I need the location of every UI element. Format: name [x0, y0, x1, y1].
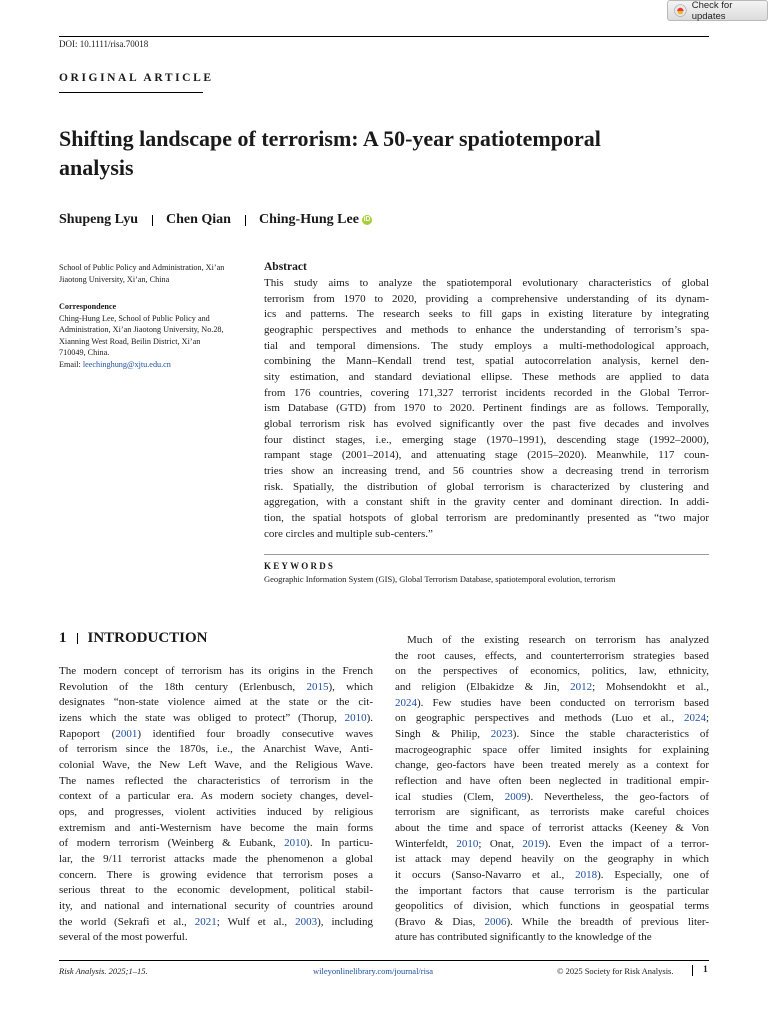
body-text: and religion (Elbakidze & Jin,: [395, 680, 571, 693]
body-text: ). Since the stable characteristics of: [512, 727, 709, 740]
header-rule: [59, 36, 709, 37]
body-text: several of the most powerful.: [59, 931, 188, 944]
body-text: ), including: [317, 915, 373, 928]
email-label: Email:: [59, 359, 83, 369]
body-line: [395, 805, 709, 821]
body-text: ity, and national and international security of countries around: [59, 899, 373, 912]
body-line: [59, 664, 373, 680]
body-text: ). Few studies have been conducted on terrorism based: [417, 696, 709, 709]
body-text: it occurs (Sanso-Navarro et al.,: [395, 868, 576, 881]
body-text: ;: [705, 712, 709, 725]
abstract-line: ics and patterns. The research seeks to fill gaps in existing literature by integrating: [264, 308, 709, 321]
affiliation: [59, 262, 249, 285]
body-text: ) identified four broadly consecutive waves: [137, 727, 373, 740]
abstract-line: combining the Mann–Kendall trend test, spatial autocorrelation analysis, kernel den-: [264, 355, 709, 368]
body-text: geopolitics of division, which functions in geospatial terms: [395, 900, 709, 913]
citation-link[interactable]: 2001: [115, 727, 138, 740]
section-separator: [77, 633, 78, 644]
author-name[interactable]: Ching-Hung Lee: [258, 212, 359, 227]
body-text: Much of the existing research on terrorism has analyzed: [407, 634, 709, 646]
body-text: ). Nevertheless, the geo-factors of: [526, 790, 709, 803]
abstract-line: global terrorism risk has evolved significantly over the past five decades and involves: [264, 417, 709, 430]
correspondence-line: Administration, Xi’an Jiaotong University, No.28,: [59, 325, 224, 335]
body-line: [395, 930, 709, 946]
body-line: [59, 727, 373, 743]
body-line: [395, 899, 709, 915]
body-text: (Bravo & Dias,: [395, 915, 485, 928]
body-text: Revolution of the 18th century (Erlenbusch,: [59, 680, 307, 693]
body-text: ist attack may depend heavily on the geography in which: [395, 853, 709, 866]
body-line: [59, 695, 373, 711]
body-line: [59, 711, 373, 727]
author-separator: [245, 215, 246, 226]
body-text: serious threat to the economic development, political stabil-: [59, 884, 373, 897]
body-text: ). Especially, one of: [597, 868, 710, 881]
orcid-icon[interactable]: iD: [363, 216, 371, 223]
body-column-left: [59, 664, 373, 946]
article-type-rule: [59, 92, 203, 93]
body-line: [395, 915, 709, 931]
citation-link[interactable]: 2019: [522, 837, 545, 850]
body-text: context of a particular era. As modern society changes, devel-: [59, 790, 373, 803]
body-text: lar, the 9/11 terrorist attacks made the phenomenon a global: [59, 852, 373, 865]
abstract-line: tion, the spatial hotspots of global terrorism are predominantly presented as “two major: [264, 511, 709, 524]
body-line: [395, 727, 709, 743]
abstract-line: aggregation, with a constant shift in the gravity center and dominant direction. In addi-: [264, 496, 709, 509]
correspondence-line: Ching-Hung Lee, School of Public Policy and: [59, 313, 210, 323]
body-line: [59, 883, 373, 899]
body-line: [395, 837, 709, 853]
citation-link[interactable]: 2024: [395, 696, 417, 709]
body-line: [59, 899, 373, 915]
crossmark-icon: [674, 4, 687, 17]
body-text: of modern terrorism (Weinberg & Eubank,: [59, 837, 285, 850]
citation-link[interactable]: 2006: [484, 915, 507, 928]
abstract-line: rampant stage (2001–2014), and attenuating stage (2015–2020). Meanwhile, 117 coun-: [264, 449, 709, 462]
body-text: ). While the breadth of previous liter-: [506, 915, 709, 928]
article-type: ORIGINAL ARTICLE: [59, 72, 214, 84]
body-text: on geographic perspectives and methods (Luo et al.,: [395, 712, 684, 725]
body-text: on the perspectives of economics, politics, law, ethnicity,: [395, 665, 709, 678]
body-text: ), which: [328, 680, 374, 693]
body-text: ). In particu-: [306, 837, 374, 850]
correspondence-email-row: [59, 359, 249, 371]
citation-link[interactable]: 2009: [504, 790, 527, 803]
keywords-list: Geographic Information System (GIS), Global Terrorism Database, spatiotemporal evolution, terrorism: [264, 574, 616, 584]
footer-rule: [59, 960, 709, 961]
body-text: the world (Sekrafi et al.,: [59, 915, 195, 928]
citation-link[interactable]: 2003: [295, 915, 318, 928]
body-line: [395, 790, 709, 806]
body-line: [395, 743, 709, 759]
body-text: of terrorism since the 1870s, i.e., the Anarchist Wave, Anti-: [59, 743, 373, 756]
body-line: [59, 852, 373, 868]
body-text: concern. There is growing evidence that terrorism poses a: [59, 868, 373, 881]
body-line: [395, 664, 709, 680]
correspondence-heading: Correspondence: [59, 302, 117, 311]
body-line: [395, 884, 709, 900]
body-text: ; Wulf et al.,: [216, 915, 296, 928]
body-text: ops, and progresses, violent activities induced by religious: [59, 805, 373, 818]
abstract-line: risk. Spatially, the distribution of global terrorism is characterized by clustering and: [264, 480, 709, 493]
body-text: ature has contributed significantly to the knowledge of the: [395, 931, 652, 944]
citation-link[interactable]: 2015: [306, 680, 329, 693]
abstract-body: [264, 276, 709, 542]
body-line: [395, 711, 709, 727]
citation-link[interactable]: 2024: [683, 712, 706, 725]
affiliation-line: School of Public Policy and Administration, Xi’an: [59, 263, 225, 272]
abstract-heading: Abstract: [264, 261, 307, 273]
abstract-line: terrorism from 1970 to 2020, providing a comprehensive understanding of its dynam-: [264, 292, 709, 305]
body-text: ; Mohsendokht et al.,: [592, 680, 709, 693]
article-title: [59, 124, 699, 182]
footer-url[interactable]: wileyonlinelibrary.com/journal/risa: [313, 966, 434, 976]
body-line: [395, 633, 709, 649]
body-text: The modern concept of terrorism has its origins in the French: [59, 665, 373, 677]
footer-copyright: © 2025 Society for Risk Analysis.: [557, 966, 674, 976]
body-line: [59, 868, 373, 884]
body-text: reflection and have often been neglected in traditional empir-: [395, 774, 709, 787]
citation-link[interactable]: 2010: [284, 837, 307, 850]
body-line: [395, 649, 709, 665]
footer-separator: [692, 965, 693, 976]
body-line: [59, 774, 373, 790]
body-text: designates “non-state violence aimed at the state or the cit-: [59, 696, 373, 709]
body-text: the important factors that cause terrorism is the particular: [395, 884, 709, 897]
body-text: Singh & Philip,: [395, 727, 491, 740]
body-line: [59, 758, 373, 774]
body-text: about the time and space of terrorist attacks (Keeney & Von: [395, 821, 709, 834]
body-line: [59, 742, 373, 758]
body-line: [395, 821, 709, 837]
abstract-line: from 176 countries, covering 171,327 terrorist incidents recorded in the Global Terror-: [264, 386, 709, 399]
author-list: [59, 212, 372, 228]
citation-link[interactable]: 2010: [344, 711, 367, 724]
email-link[interactable]: leechinghung@xjtu.edu.cn: [82, 359, 171, 369]
abstract-line: sity estimation, and standard deviational ellipse. These methods are applied to data: [264, 370, 709, 383]
body-text: extremism and anti-Westernism have become the main forms: [59, 821, 373, 834]
body-text: ; Onat,: [478, 837, 523, 850]
body-text: change, geo-factors have been treated merely as a context for: [395, 759, 709, 772]
body-line: [395, 680, 709, 696]
body-text: ). Even the impact of a terror-: [544, 837, 709, 850]
body-text: colonial Wave, the New Left Wave, and the Religious Wave.: [59, 758, 373, 771]
abstract-line: tries show an increasing trend, and 56 countries show a decreasing trend in terrorism: [264, 464, 709, 477]
body-line: [59, 930, 373, 946]
title-line-2: analysis: [59, 155, 134, 180]
page-number: 1: [703, 965, 708, 975]
citation-link[interactable]: 2010: [456, 837, 479, 850]
abstract-line: tial and temporal dimensions. The study employs a multi-methodological approach,: [264, 339, 709, 352]
body-line: [395, 852, 709, 868]
affiliation-line: Jiaotong University, Xi’an, China: [59, 274, 170, 284]
body-line: [59, 836, 373, 852]
body-line: [395, 868, 709, 884]
body-text: terrorism are significant, as terrorists make careful choices: [395, 806, 709, 819]
abstract-line: core circles and multiple sub-centers.”: [264, 527, 433, 540]
citation-link[interactable]: 2023: [490, 727, 513, 740]
body-text: izens which the state was obliged to protect” (Thorup,: [59, 711, 345, 724]
correspondence: [59, 301, 249, 371]
author-name[interactable]: Shupeng Lyu: [59, 212, 138, 227]
body-line: [59, 680, 373, 696]
section-heading: [59, 630, 208, 647]
section-title: INTRODUCTION: [87, 630, 208, 646]
body-line: [395, 696, 709, 712]
body-column-right: [395, 633, 709, 946]
body-line: [395, 774, 709, 790]
body-line: [395, 758, 709, 774]
abstract-line: This study aims to analyze the spatiotemporal evolutionary characteristics of global: [264, 277, 709, 289]
body-text: The names reflected the characteristics of terrorism in the: [59, 774, 373, 787]
abstract-line: ism Database (GTD) from 1970 to 2020. Pertinent findings are as follows. Temporally,: [264, 402, 709, 415]
body-text: ical studies (Clem,: [395, 790, 505, 803]
check-for-updates-label: Check for updates: [691, 0, 733, 22]
body-line: [59, 915, 373, 931]
check-for-updates-button[interactable]: [667, 0, 768, 21]
section-number: 1: [59, 630, 67, 646]
body-text: Rapoport (: [59, 727, 116, 740]
citation-link[interactable]: 2018: [575, 868, 598, 881]
correspondence-line: 710049, China.: [59, 348, 110, 358]
body-text: the root causes, effects, and counterterrorism strategies based: [395, 649, 709, 662]
body-line: [59, 821, 373, 837]
citation-link[interactable]: 2012: [570, 680, 593, 693]
author-name[interactable]: Chen Qian: [166, 212, 231, 227]
abstract-line: four distinct stages, i.e., emerging stage (1970–1991), descending stage (1992–2000),: [264, 433, 709, 446]
keywords-heading: KEYWORDS: [264, 561, 336, 571]
footer-journal: Risk Analysis. 2025;1–15.: [59, 966, 148, 976]
correspondence-line: Xianning West Road, Beilin District, Xi’an: [59, 336, 201, 346]
body-line: [59, 789, 373, 805]
doi: DOI: 10.1111/risa.70018: [59, 39, 149, 49]
body-text: macrogeographic space offer limited insights for explaining: [395, 743, 709, 756]
keywords-rule: [264, 554, 709, 555]
body-text: Winterfeldt,: [395, 837, 457, 850]
author-separator: [152, 215, 153, 226]
body-text: ).: [366, 711, 373, 724]
citation-link[interactable]: 2021: [194, 915, 217, 928]
body-line: [59, 805, 373, 821]
title-line-1: Shifting landscape of terrorism: A 50-year spatiotemporal: [59, 126, 601, 151]
abstract-line: geographic perspectives and methods to enhance the understanding of terrorism’s spa-: [264, 323, 709, 336]
